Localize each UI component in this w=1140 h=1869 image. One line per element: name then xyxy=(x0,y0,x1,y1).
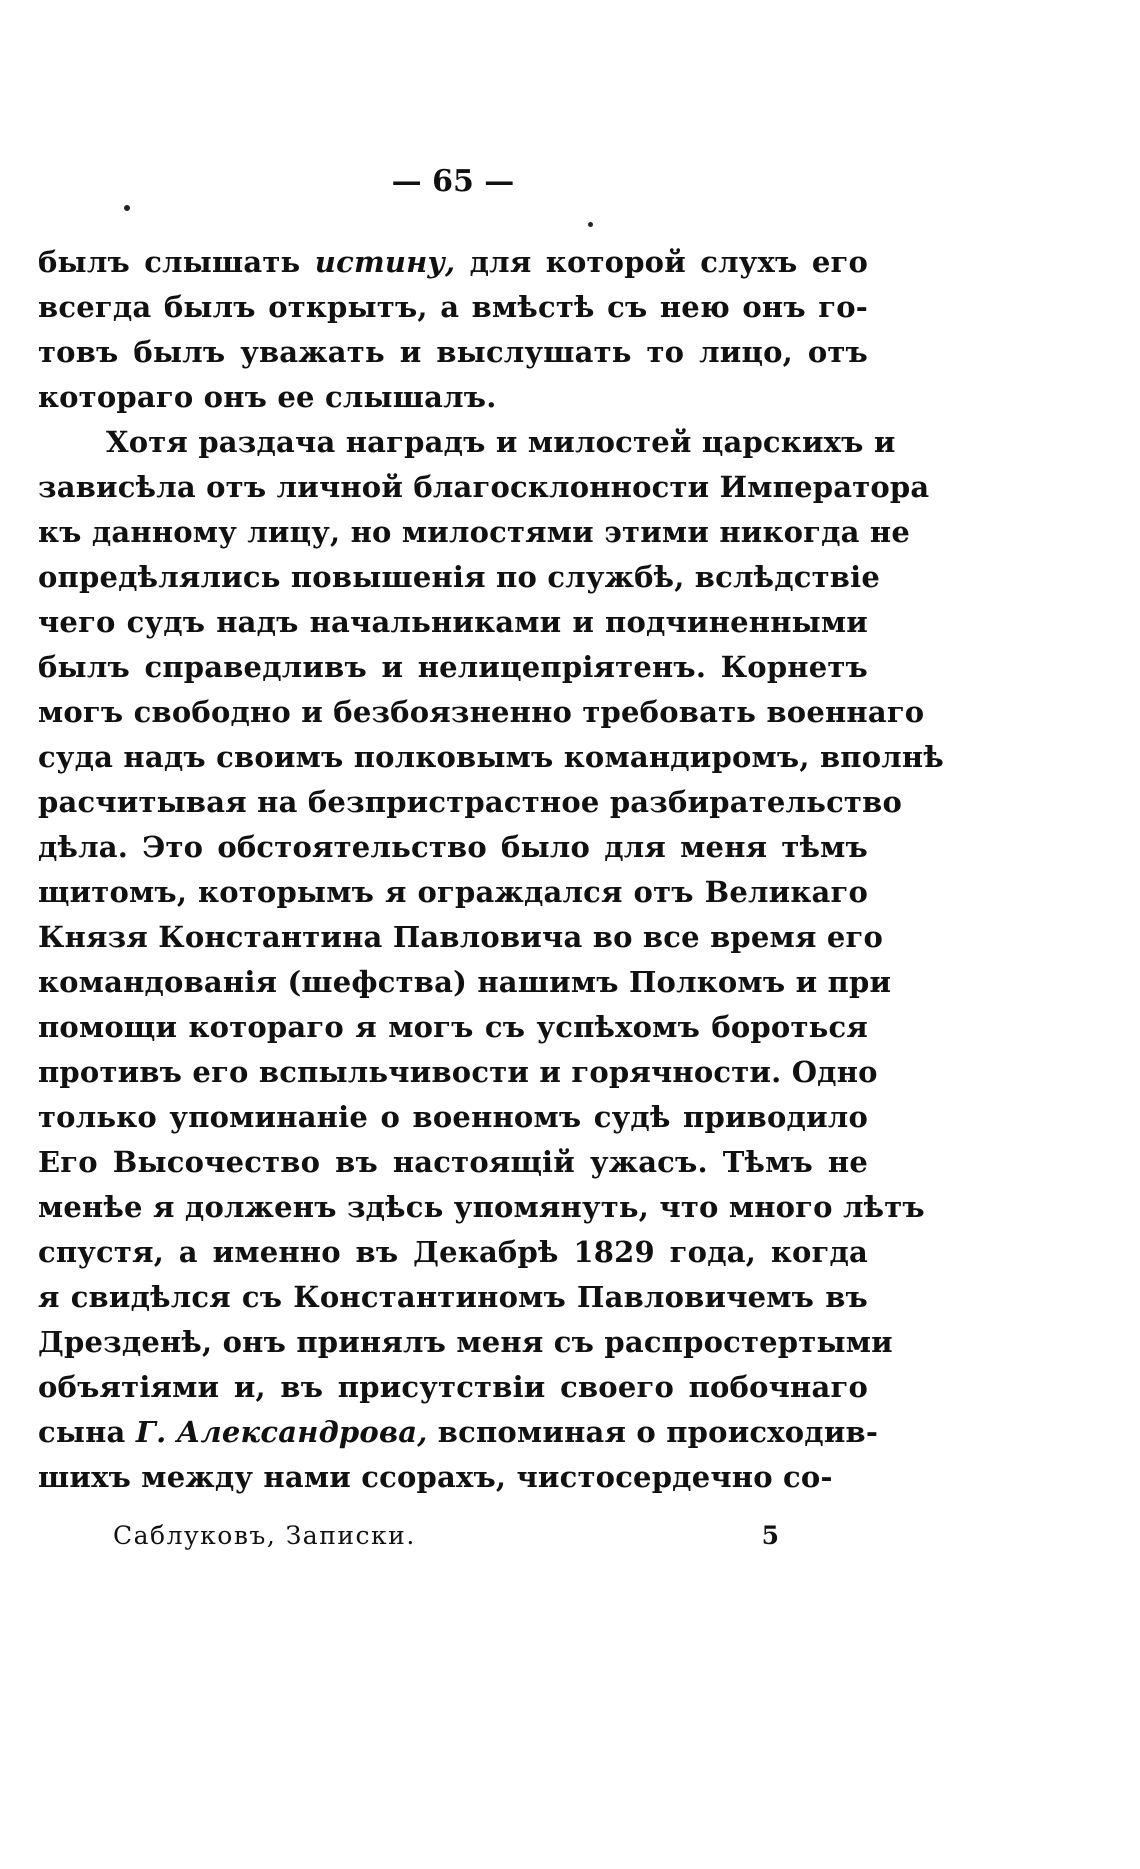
text-line xyxy=(38,690,925,735)
text-run: только упоминаніе о военномъ судѣ приводило xyxy=(38,1100,868,1134)
body-text xyxy=(38,240,944,1500)
text-run: противъ его вспыльчивости и горячности. Одно xyxy=(38,1055,878,1089)
text-line xyxy=(38,240,868,285)
text-run: шихъ между нами ссорахъ, чистосердечно со- xyxy=(38,1460,833,1494)
text-run: расчитывая на безпристрастное разбирательство xyxy=(38,785,902,819)
text-line xyxy=(38,645,868,690)
text-run: зависѣла отъ личной благосклонности Императора xyxy=(38,470,930,504)
text-run: вспоминая о происходив- xyxy=(427,1415,879,1449)
text-line xyxy=(38,1230,868,1275)
text-run: менѣе я долженъ здѣсь упомянуть, что много лѣтъ xyxy=(38,1190,925,1224)
text-line xyxy=(38,420,896,465)
text-run: суда надъ своимъ полковымъ командиромъ, вполнѣ xyxy=(38,740,944,774)
sheet-number: 5 xyxy=(761,1521,779,1550)
text-run: спустя, а именно въ Декабрѣ 1829 года, когда xyxy=(38,1235,868,1269)
text-line xyxy=(38,1275,868,1320)
text-line xyxy=(38,465,930,510)
text-run: Дрезденѣ, онъ принялъ меня съ распростертыми xyxy=(38,1325,893,1359)
text-line xyxy=(38,285,868,330)
page-footer xyxy=(113,1518,793,1554)
text-run: командованія (шефства) нашимъ Полкомъ и при xyxy=(38,965,892,999)
signature-mark: Саблуковъ, Записки. xyxy=(113,1521,416,1550)
page-number: — 65 — xyxy=(391,164,515,199)
text-line xyxy=(38,1185,925,1230)
text-run: чего судъ надъ начальниками и подчиненными xyxy=(38,605,868,639)
text-line xyxy=(38,600,868,645)
italic-run: истину, xyxy=(314,245,456,279)
text-line xyxy=(38,555,881,600)
text-run: Хотя раздача наградъ и милостей царскихъ и xyxy=(106,425,896,459)
text-run: всегда былъ открытъ, а вмѣстѣ съ нею онъ го- xyxy=(38,290,868,324)
text-run: для которой слухъ его xyxy=(455,245,868,279)
text-run: опредѣлялись повышенія по службѣ, вслѣдствіе xyxy=(38,560,881,594)
text-line xyxy=(38,1005,868,1050)
text-run: котораго онъ ее слышалъ. xyxy=(38,380,497,414)
text-run: сына xyxy=(38,1415,136,1449)
text-line xyxy=(38,1365,868,1410)
italic-run: Г. Александрова, xyxy=(135,1415,428,1449)
book-page xyxy=(38,0,944,1869)
text-run: помощи котораго я могъ съ успѣхомъ бороться xyxy=(38,1010,868,1044)
text-run: объятіями и, въ присутствіи своего побочнаго xyxy=(38,1370,868,1404)
text-line xyxy=(38,915,884,960)
text-run: былъ слышать xyxy=(38,245,315,279)
text-line xyxy=(38,1455,868,1500)
text-line xyxy=(38,780,902,825)
text-line xyxy=(38,735,944,780)
text-line xyxy=(38,825,868,870)
text-line xyxy=(38,1140,868,1185)
text-line xyxy=(38,1050,878,1095)
text-run: Его Высочество въ настоящій ужасъ. Тѣмъ не xyxy=(38,1145,868,1179)
ink-speck xyxy=(124,205,130,211)
text-line xyxy=(38,960,892,1005)
text-line xyxy=(38,330,868,375)
text-run: товъ былъ уважать и выслушать то лицо, отъ xyxy=(38,335,868,369)
text-line xyxy=(38,870,868,915)
ink-speck xyxy=(588,222,593,227)
text-run: Князя Константина Павловича во все время его xyxy=(38,920,884,954)
text-line xyxy=(38,510,911,555)
text-run: могъ свободно и безбоязненно требовать военнаго xyxy=(38,695,925,729)
text-line xyxy=(38,1095,868,1140)
text-run: я свидѣлся съ Константиномъ Павловичемъ въ xyxy=(38,1280,868,1314)
text-line xyxy=(38,1320,893,1365)
text-run: дѣла. Это обстоятельство было для меня тѣмъ xyxy=(38,830,868,864)
text-line xyxy=(38,1410,879,1455)
text-line xyxy=(38,375,868,420)
text-run: щитомъ, которымъ я ограждался отъ Великаго xyxy=(38,875,868,909)
text-run: къ данному лицу, но милостями этими никогда не xyxy=(38,515,911,549)
text-run: былъ справедливъ и нелицепріятенъ. Корнетъ xyxy=(38,650,868,684)
